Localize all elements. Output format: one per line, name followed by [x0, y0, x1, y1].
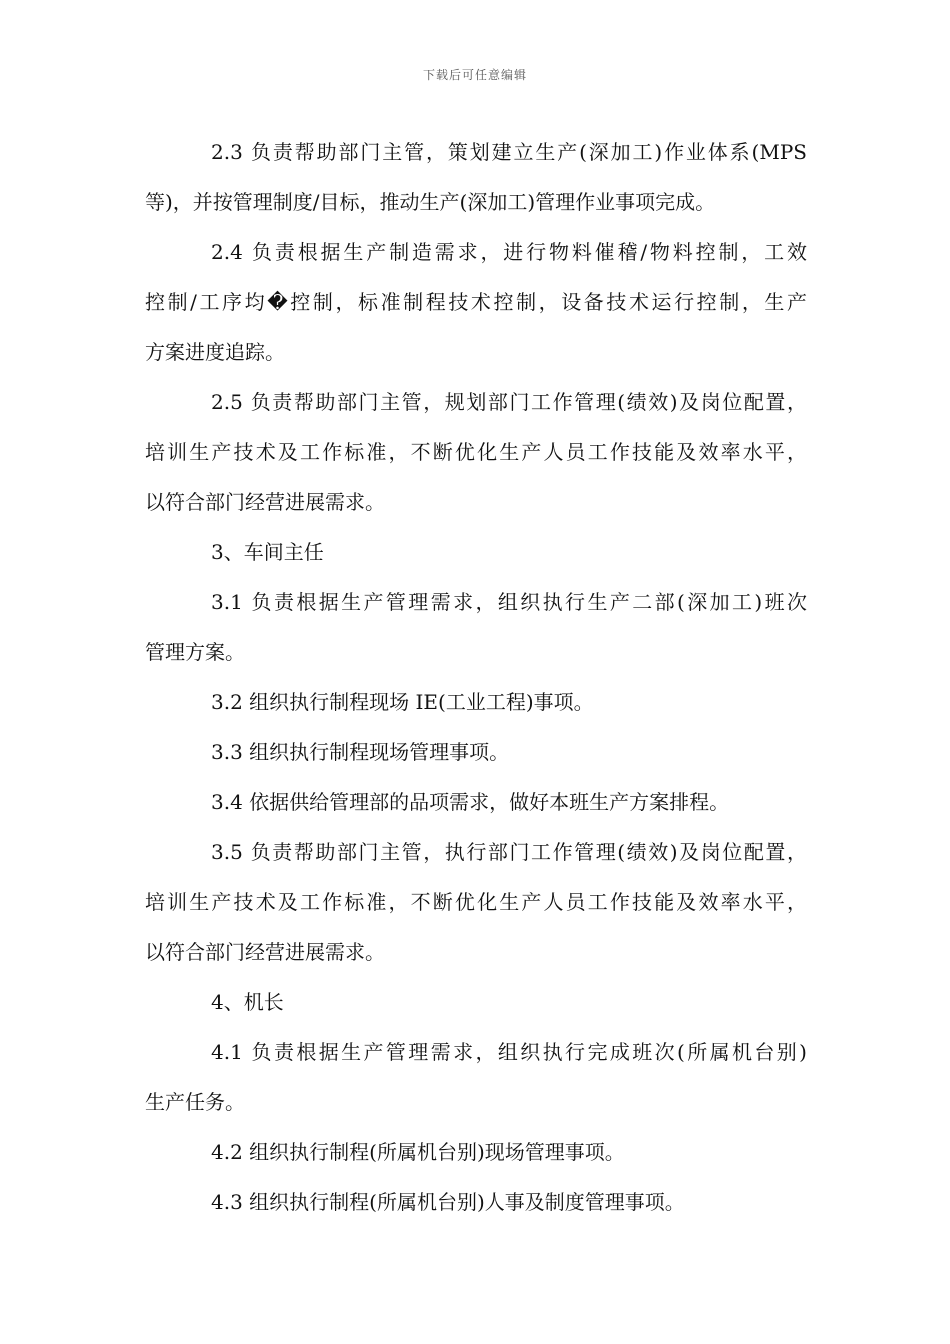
text-line: 2.3 负责帮助部门主管，策划建立生产(深加工)作业体系(MPS [211, 140, 807, 164]
text-line: 生产任务。 [145, 1090, 245, 1114]
text-line: 控制/工序均�控制，标准制程技术控制，设备技术运行控制，生产 [145, 290, 807, 314]
page-header: 下载后可任意编辑 [422, 68, 527, 82]
text-line: 方案进度追踪。 [145, 340, 285, 364]
text-line: 等)，并按管理制度/目标，推动生产(深加工)管理作业事项完成。 [145, 190, 716, 214]
text-line: 以符合部门经营进展需求。 [145, 940, 385, 964]
text-line: 4.3 组织执行制程(所属机台别)人事及制度管理事项。 [211, 1190, 685, 1214]
text-line: 3.5 负责帮助部门主管，执行部门工作管理(绩效)及岗位配置， [211, 840, 807, 864]
text-line: 4.1 负责根据生产管理需求，组织执行完成班次(所属机台别) [211, 1040, 807, 1064]
text-line: 培训生产技术及工作标准，不断优化生产人员工作技能及效率水平， [145, 890, 807, 914]
document-body [145, 132, 807, 1232]
text-line: 2.5 负责帮助部门主管，规划部门工作管理(绩效)及岗位配置， [211, 390, 807, 414]
text-line: 培训生产技术及工作标准，不断优化生产人员工作技能及效率水平， [145, 440, 807, 464]
text-line: 以符合部门经营进展需求。 [145, 490, 385, 514]
text-line: 管理方案。 [145, 640, 245, 664]
text-line: 3.2 组织执行制程现场 IE(工业工程)事项。 [211, 690, 594, 714]
text-line: 2.4 负责根据生产制造需求，进行物料催稽/物料控制，工效 [211, 240, 807, 264]
text-line: 4.2 组织执行制程(所属机台别)现场管理事项。 [211, 1140, 625, 1164]
text-line: 3.3 组织执行制程现场管理事项。 [211, 740, 510, 764]
text-line: 3、车间主任 [211, 540, 324, 564]
text-line: 3.4 依据供给管理部的品项需求，做好本班生产方案排程。 [211, 790, 730, 814]
text-line: 4、机长 [211, 990, 284, 1014]
text-line: 3.1 负责根据生产管理需求，组织执行生产二部(深加工)班次 [211, 590, 807, 614]
